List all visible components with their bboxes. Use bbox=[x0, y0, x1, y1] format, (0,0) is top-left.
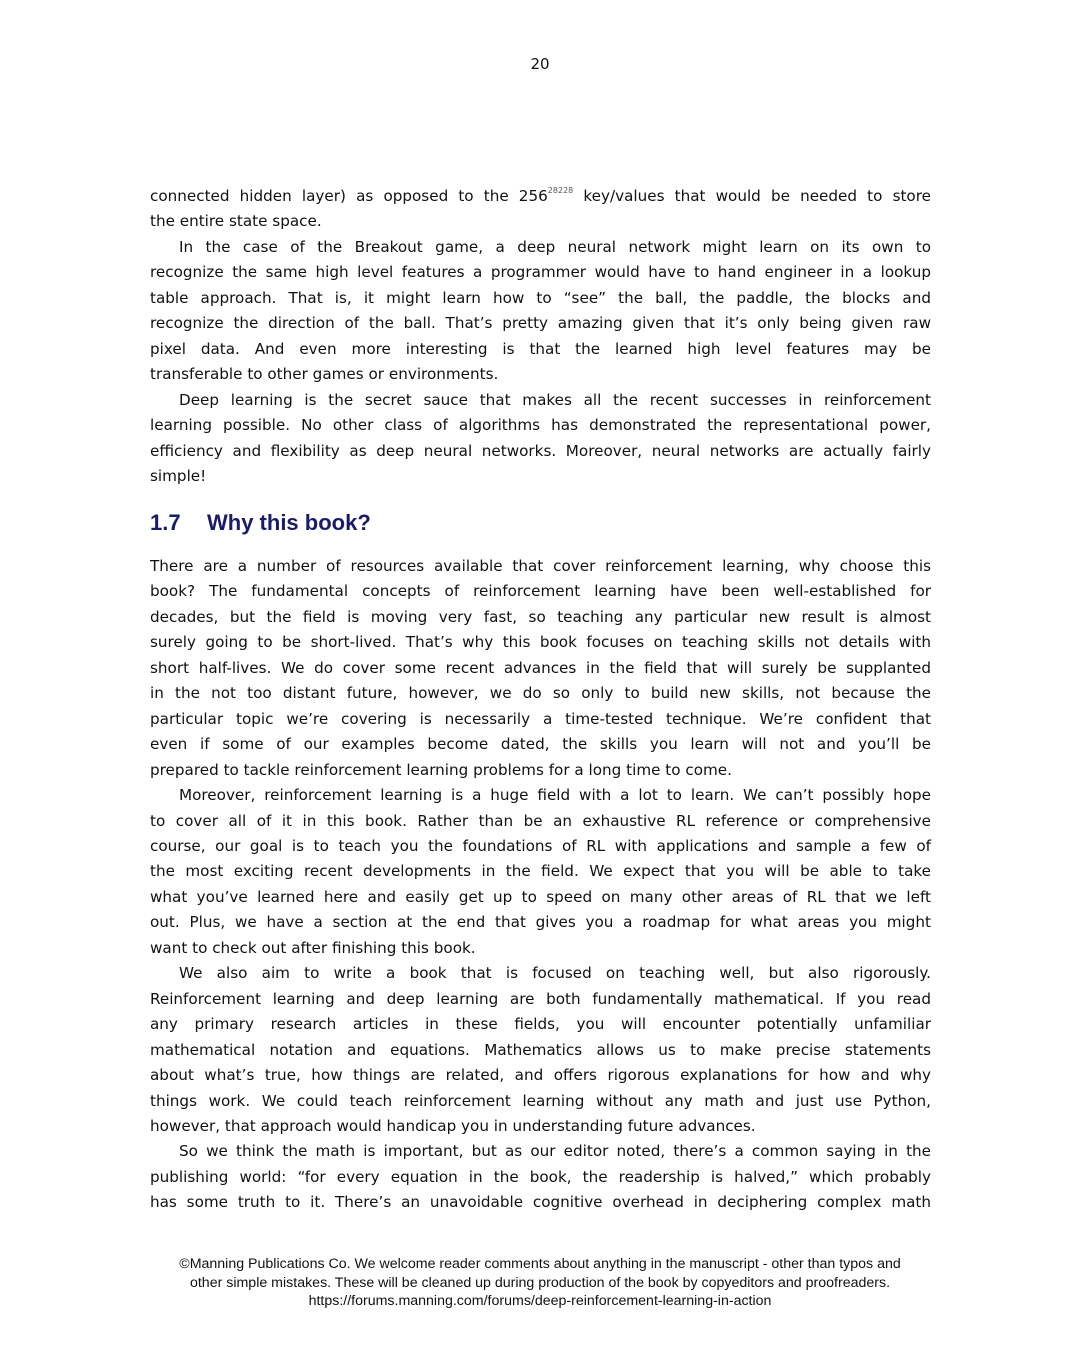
superscript-exponent: 28228 bbox=[547, 186, 574, 195]
text-line: the entire state space. bbox=[150, 212, 322, 231]
text-line: table approach. That is, it might learn how to “see” the ball, the paddle, the blocks and bbox=[150, 288, 931, 307]
text-line: efficiency and flexibility as deep neural networks. Moreover, neural networks are actually fairly bbox=[150, 441, 931, 460]
text-line: the most exciting recent developments in the field. We expect that you will be able to take bbox=[150, 862, 931, 881]
paragraph bbox=[150, 961, 931, 1139]
text-line: course, our goal is to teach you the foundations of RL with applications and sample a few of bbox=[150, 836, 931, 855]
text-line: Reinforcement learning and deep learning are both fundamentally mathematical. If you read bbox=[150, 989, 931, 1008]
body-text-section-1 bbox=[150, 184, 931, 489]
paragraph bbox=[150, 783, 931, 961]
text-line: short half-lives. We do cover some recent advances in the field that will surely be supplanted bbox=[150, 658, 931, 677]
text-line: In the case of the Breakout game, a deep neural network might learn on its own to bbox=[179, 237, 931, 256]
text-line: recognize the same high level features a programmer would have to hand engineer in a lookup bbox=[150, 263, 931, 282]
text-line: pixel data. And even more interesting is that the learned high level features may be bbox=[150, 339, 931, 358]
paragraph bbox=[150, 235, 931, 388]
paragraph bbox=[150, 184, 931, 235]
text-line: any primary research articles in these fields, you will encounter potentially unfamiliar bbox=[150, 1015, 931, 1034]
text-line: what you’ve learned here and easily get up to speed on many other areas of RL that we left bbox=[150, 887, 931, 906]
footer-line: ©Manning Publications Co. We welcome reader comments about anything in the manuscript - other than typos and bbox=[179, 1256, 901, 1272]
text-line: We also aim to write a book that is focused on teaching well, but also rigorously. bbox=[179, 964, 931, 983]
text-line: want to check out after finishing this book. bbox=[150, 938, 476, 957]
text-line: in the not too distant future, however, we do so only to build new skills, not because the bbox=[150, 684, 931, 703]
text-line: transferable to other games or environments. bbox=[150, 365, 499, 384]
text-line: to cover all of it in this book. Rather than be an exhaustive RL reference or comprehensive bbox=[150, 811, 931, 830]
text-line: prepared to tackle reinforcement learning problems for a long time to come. bbox=[150, 760, 732, 779]
text-line: about what’s true, how things are related, and offers rigorous explanations for how and why bbox=[150, 1066, 931, 1085]
body-text-section-2 bbox=[150, 554, 931, 1216]
paragraph bbox=[150, 554, 931, 783]
footer-link[interactable]: https://forums.manning.com/forums/deep-reinforcement-learning-in-action bbox=[308, 1293, 772, 1309]
text-line: things work. We could teach reinforcement learning without any math and just use Python, bbox=[150, 1091, 931, 1110]
text-line: Moreover, reinforcement learning is a huge field with a lot to learn. We can’t possibly hope bbox=[179, 786, 931, 805]
text-line: publishing world: “for every equation in the book, the readership is halved,” which probably bbox=[150, 1167, 931, 1186]
copyright-footer bbox=[0, 1255, 1080, 1311]
paragraph bbox=[150, 1139, 931, 1215]
text-line bbox=[150, 184, 931, 209]
text-line: mathematical notation and equations. Mathematics allows us to make precise statements bbox=[150, 1040, 931, 1059]
text-line: surely going to be short-lived. That’s why this book focuses on teaching skills not details with bbox=[150, 633, 931, 652]
text-run: connected hidden layer) as opposed to the 256 bbox=[150, 187, 548, 205]
text-line: book? The fundamental concepts of reinforcement learning have been well-established for bbox=[150, 582, 931, 601]
text-line: has some truth to it. There’s an unavoidable cognitive overhead in deciphering complex math bbox=[150, 1193, 931, 1212]
text-line: particular topic we’re covering is necessarily a time-tested technique. We’re confident that bbox=[150, 709, 931, 728]
text-line: out. Plus, we have a section at the end that gives you a roadmap for what areas you might bbox=[150, 913, 931, 932]
section-heading bbox=[150, 510, 371, 536]
text-line: decades, but the field is moving very fast, so teaching any particular new result is almost bbox=[150, 607, 931, 626]
text-line: learning possible. No other class of algorithms has demonstrated the representational power, bbox=[150, 416, 931, 435]
text-line: simple! bbox=[150, 466, 207, 485]
section-number: 1.7 bbox=[150, 510, 181, 535]
text-line: Deep learning is the secret sauce that makes all the recent successes in reinforcement bbox=[179, 390, 931, 409]
paragraph bbox=[150, 388, 931, 490]
text-line: So we think the math is important, but as our editor noted, there’s a common saying in the bbox=[179, 1142, 931, 1161]
text-run: key/values that would be needed to store bbox=[573, 187, 931, 205]
page-number: 20 bbox=[530, 55, 550, 73]
text-line: even if some of our examples become dated, the skills you learn will not and you’ll be bbox=[150, 735, 931, 754]
section-title: Why this book? bbox=[207, 510, 371, 535]
footer-line: other simple mistakes. These will be cleaned up during production of the book by copyeditors and proofreaders. bbox=[189, 1274, 891, 1291]
text-line: There are a number of resources available that cover reinforcement learning, why choose this bbox=[150, 557, 931, 575]
text-line: recognize the direction of the ball. That’s pretty amazing given that it’s only being given raw bbox=[150, 314, 931, 333]
text-line: however, that approach would handicap you in understanding future advances. bbox=[150, 1116, 756, 1135]
